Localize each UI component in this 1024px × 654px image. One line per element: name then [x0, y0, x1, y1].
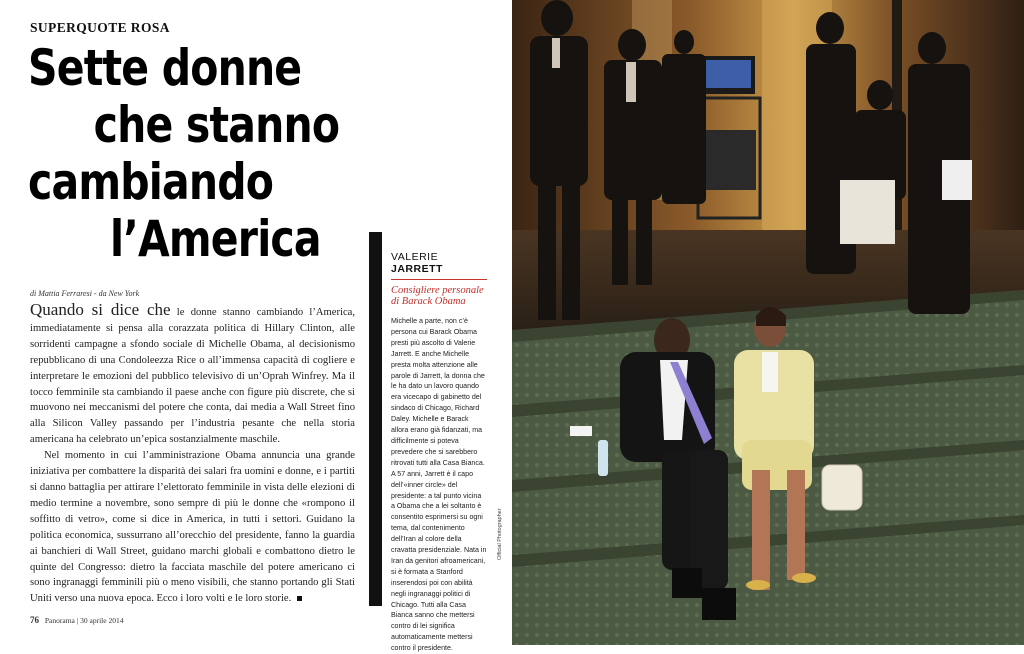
page-footer [30, 615, 123, 625]
paragraph-text: Nel momento in cui l’amministrazione Obama annuncia una grande iniziativa per combattere la disparità dei salari fra uomini e donne, e i partiti si danno battaglia per attirare l’elettorato femminile in vista delle elezioni di medio termine a novembre, sono sempre di più le donne che «rompono il soffitto di vetro», come si dice in America, in tutti i settori. Guidano la politica economica, sussurrano all’orecchio del presidente, fanno la guardia ai banchieri di Wall Street, guidano marchi globali e combattono dietro le quinte del Congresso: dietro la facciata maschile del potere americano ci sono ingranaggi femminili più o meno visibili, che stanno portando gli Stati Uniti verso una nuova epoca. Ecco i loro volti e le loro storie. [30, 450, 355, 605]
article-body [30, 302, 355, 607]
lead-in: Quando si dice che [30, 300, 171, 319]
profile-last-name: JARRETT [391, 263, 443, 275]
headline-line: cambiando [28, 153, 274, 211]
paragraph [30, 302, 355, 448]
headline-line: Sette donne [28, 39, 302, 97]
headline-line: che stanno [93, 96, 340, 154]
paragraph-text: le donne stanno cambiando l’America, immediatamente si pensa alla corazzata politica di Hillary Clinton, alle sorridenti campagne a sfondo sociale di Michelle Obama, al decisionismo repubblicano di una Condoleezza Rice o all’immensa capacità di cogliere e interpretare le emozioni del pubblico televisivo di un’Oprah Winfrey. Ma il tocco femminile sta cambiando il paese anche con figure più discrete, che si muovono nei meccanismi del potere che conta, dai media a Wall Street fino alla Silicon Valley passando per l’industria pesante che nella storia americana ha celebrato un’epica sostanzialmente maschile. [30, 307, 355, 446]
paragraph [30, 448, 355, 607]
section-kicker: SUPERQUOTE ROSA [30, 20, 170, 35]
issue-info: Panorama | 30 aprile 2014 [44, 616, 124, 625]
profile-text: Michelle a parte, non c’è persona cui Barack Obama presti più ascolto di Valerie Jarrett. E anche Michelle presta molta attenzione alle parole di Jarrett, la donna che le ha dato un lavoro quando era vicecapo di gabinetto del sindaco di Chicago, Richard Daley. Michelle e Barack allora erano già fidanzati, ma difficilmente si poteva prevedere che si sarebbero ritrovati tutti alla Casa Bianca. A 57 anni, Jarrett è il capo dell’«inner circle» del presidente: a tal punto vicina a Obama che a lei soltanto è consentito esprimersi su ogni tema, dal contenimento dell’Iran al colore della cravatta presidenziale. Nata in Iran da genitori afroamericani, si è formata a Stanford inserendosi poi con abilità negli ingranaggi politici di Chicago. Tutti alla Casa Bianca sanno che mettersi contro di lei significa automaticamente mettersi contro il presidente. [391, 317, 487, 653]
photo-obama-jarrett [512, 0, 1024, 645]
article-headline [28, 39, 340, 268]
profile-role: Consigliere personale di Barack Obama [391, 285, 484, 307]
profile-first-name: VALERIE [391, 251, 439, 263]
divider [391, 279, 487, 280]
profile-sidebar [391, 251, 487, 654]
page-number: 76 [30, 615, 39, 625]
sidebar-rule-bar [369, 232, 382, 606]
end-mark-icon [297, 596, 302, 601]
left-page [0, 0, 512, 653]
byline: di Mattia Ferraresi - da New York [30, 289, 140, 298]
photo-credit: Official Photographer [497, 508, 503, 560]
headline-line: l’America [110, 210, 321, 268]
